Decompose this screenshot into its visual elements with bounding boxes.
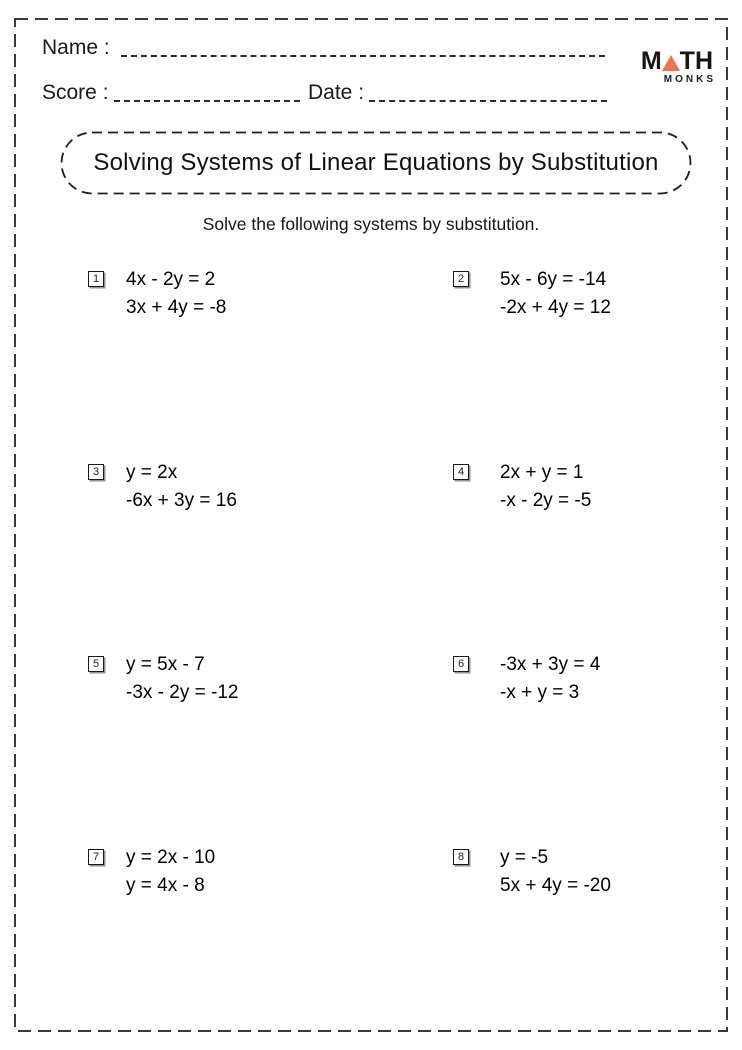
- logo-wordmark: [640, 47, 713, 75]
- equation-line: 5x + 4y = -20: [500, 874, 611, 896]
- equation-line: -x + y = 3: [500, 681, 580, 703]
- equation-system: [500, 651, 600, 706]
- equation-system: [126, 459, 237, 514]
- equation-line: 3x + 4y = -8: [126, 296, 227, 318]
- problem-number-badge: [453, 271, 469, 287]
- problem-number-badge: [88, 464, 104, 480]
- date-label: Date :: [308, 81, 365, 104]
- problem-number: 7: [92, 851, 100, 863]
- worksheet-title-box: [60, 131, 692, 195]
- logo-text-m: M: [640, 47, 662, 75]
- problem-number-badge: [88, 849, 104, 865]
- problem-2: [453, 266, 611, 321]
- equation-line: -3x - 2y = -12: [126, 681, 239, 703]
- equation-line: -6x + 3y = 16: [126, 489, 237, 511]
- equation-system: [500, 266, 611, 321]
- problem-number: 6: [457, 658, 465, 670]
- equation-line: y = 4x - 8: [126, 874, 205, 896]
- problem-number-badge: [453, 464, 469, 480]
- equation-system: [500, 459, 591, 514]
- equation-system: [126, 844, 215, 899]
- score-fill-line: [114, 82, 300, 102]
- date-fill-line: [369, 82, 607, 102]
- problem-4: [453, 459, 591, 514]
- name-label: Name :: [42, 36, 110, 59]
- equation-line: 2x + y = 1: [500, 462, 584, 483]
- problem-5: [88, 651, 238, 706]
- problem-number: 1: [92, 273, 100, 285]
- worksheet-title: Solving Systems of Linear Equations by Substitution: [93, 149, 659, 176]
- problem-number-badge: [88, 271, 104, 287]
- instruction-text: Solve the following systems by substitution.: [202, 214, 540, 234]
- problem-number: 3: [92, 466, 100, 478]
- problem-1: [88, 266, 226, 321]
- name-fill-line: [121, 37, 605, 57]
- equation-line: y = 5x - 7: [126, 654, 205, 675]
- logo-subtext: MONKS: [663, 74, 716, 85]
- equation-system: [126, 651, 238, 706]
- equation-line: 5x - 6y = -14: [500, 269, 607, 290]
- problem-number: 2: [457, 273, 465, 285]
- equation-line: y = -5: [500, 847, 549, 868]
- equation-line: -3x + 3y = 4: [500, 654, 601, 675]
- problem-number-badge: [453, 656, 469, 672]
- score-label: Score :: [42, 81, 109, 104]
- problem-number: 5: [92, 658, 100, 670]
- equation-line: -2x + 4y = 12: [500, 296, 611, 318]
- problem-8: [453, 844, 611, 899]
- problem-7: [88, 844, 215, 899]
- equation-line: y = 2x: [126, 462, 178, 483]
- problem-number-badge: [453, 849, 469, 865]
- equation-line: 4x - 2y = 2: [126, 269, 216, 290]
- problem-number: 4: [457, 466, 465, 478]
- logo-triangle-icon: [662, 55, 680, 71]
- math-monks-logo: [635, 47, 716, 85]
- problem-3: [88, 459, 237, 514]
- problem-number: 8: [457, 851, 465, 863]
- problem-number-badge: [88, 656, 104, 672]
- equation-system: [500, 844, 611, 899]
- equation-system: [126, 266, 226, 321]
- logo-text-th: TH: [679, 47, 713, 75]
- problem-6: [453, 651, 600, 706]
- equation-line: -x - 2y = -5: [500, 489, 592, 511]
- equation-line: y = 2x - 10: [126, 847, 216, 868]
